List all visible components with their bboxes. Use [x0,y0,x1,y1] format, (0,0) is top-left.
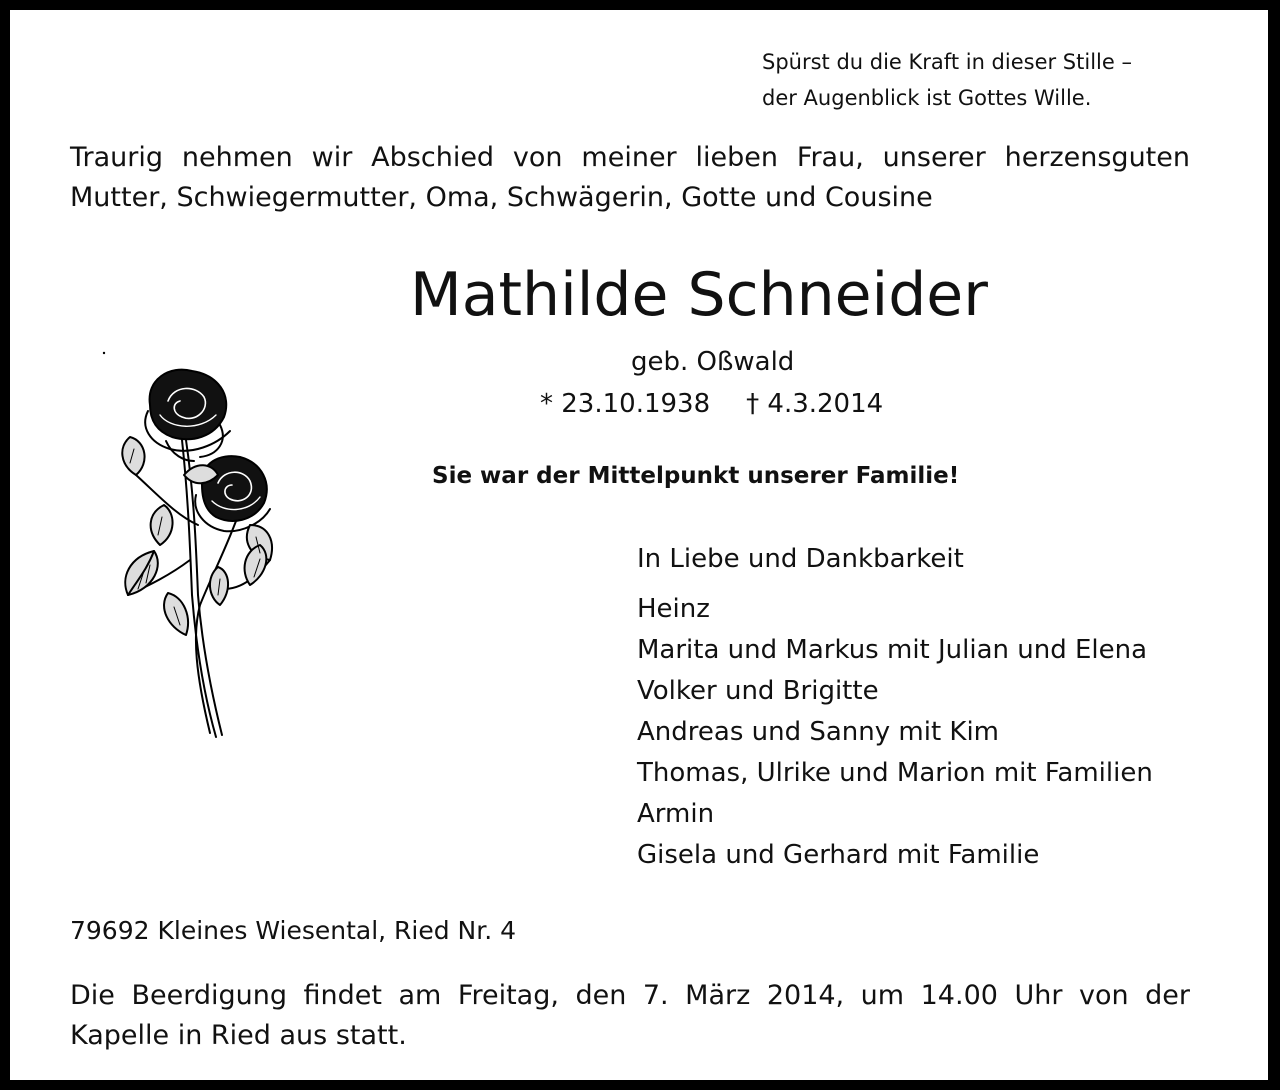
quote-line-2: der Augenblick ist Gottes Wille. [762,86,1092,110]
funeral-line-1: Die Beerdigung findet am Freitag, den 7. März 2014, um 14.00 Uhr von der [70,980,1190,1011]
mourner-entry: Marita und Markus mit Julian und Elena [637,635,1148,665]
mourner-entry: Gisela und Gerhard mit Familie [637,840,1040,870]
intro-text [70,138,1190,218]
mourners-heading: In Liebe und Dankbarkeit [637,544,964,574]
rose-illustration-icon [100,345,280,745]
deceased-name: Mathilde Schneider [410,260,988,330]
funeral-info [70,976,1190,1056]
birth-name: geb. Oßwald [631,347,795,377]
mourners-list [637,589,1153,876]
funeral-line-2: Kapelle in Ried aus statt. [70,1020,407,1051]
quote-line-1: Spürst du die Kraft in dieser Stille – [762,50,1132,74]
intro-line-2: Mutter, Schwiegermutter, Oma, Schwägerin, Gotte und Cousine [70,182,933,213]
mourner-entry: Andreas und Sanny mit Kim [637,717,1000,747]
intro-line-1: Traurig nehmen wir Abschied von meiner lieben Frau, unserer herzensguten [70,142,1190,173]
address: 79692 Kleines Wiesental, Ried Nr. 4 [70,916,517,945]
birth-date: * 23.10.1938 [540,389,711,419]
death-date: † 4.3.2014 [746,389,884,419]
mourner-entry: Volker und Brigitte [637,676,879,706]
quote-verse [762,44,1132,116]
mourner-entry: Thomas, Ulrike und Marion mit Familien [637,758,1153,788]
mourner-entry: Heinz [637,594,710,624]
mourner-entry: Armin [637,799,715,829]
life-dates [540,386,883,422]
motto: Sie war der Mittelpunkt unserer Familie! [432,463,960,489]
